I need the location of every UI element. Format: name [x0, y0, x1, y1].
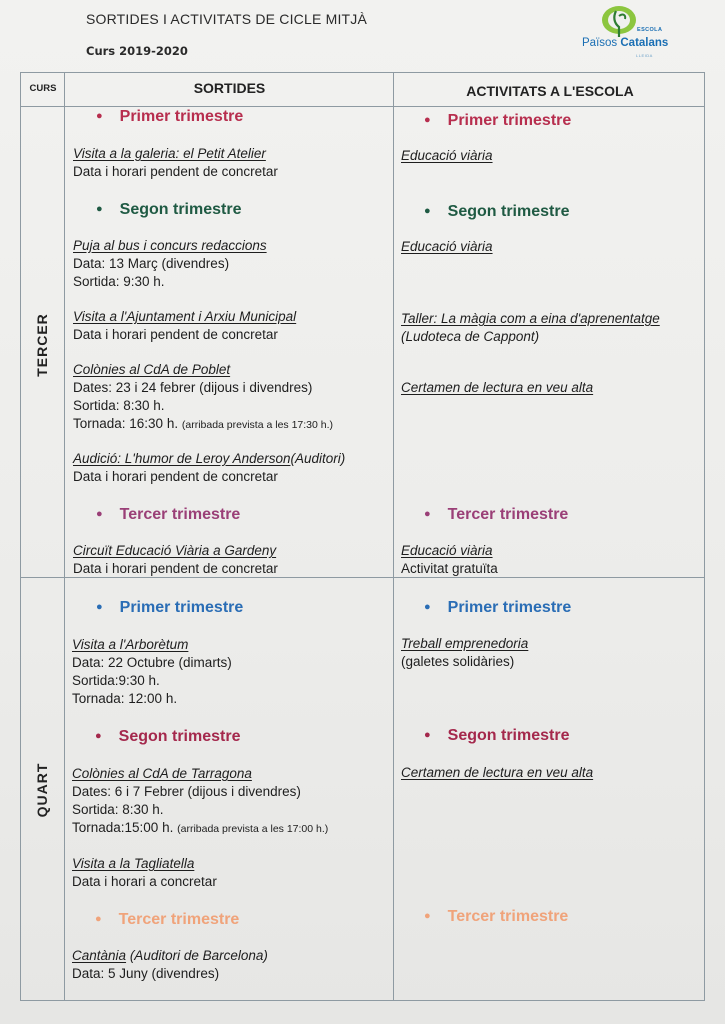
entry-detail: Data: 13 Març (divendres): [73, 256, 230, 271]
entry-detail: (galetes solidàries): [401, 654, 515, 669]
entry-title: Educació viària: [401, 239, 493, 254]
quart-sortides-segon-trimestre: [95, 728, 240, 746]
entry-detail: Dates: 23 i 24 febrer (dijous i divendres): [73, 380, 313, 395]
table-border-top: [20, 72, 705, 73]
tercer-activitat-educacio-viaria-1: [401, 147, 493, 165]
entry-detail-row: [73, 415, 333, 434]
quart-sortida-arboretum: [72, 636, 232, 708]
bullet-icon: ●: [95, 913, 102, 925]
entry-title: Educació viària: [401, 543, 493, 558]
bullet-icon: ●: [424, 729, 431, 741]
tercer-sortida-gardeny: [73, 542, 278, 578]
entry-detail-row: [72, 819, 328, 838]
tercer-activitats-segon-trimestre: [424, 203, 569, 221]
term-label: Tercer trimestre: [447, 506, 569, 523]
entry-title-extra: (Auditori): [290, 451, 346, 466]
entry-detail: Tornada: 16:30 h.: [73, 416, 179, 431]
term-label: Segon trimestre: [447, 203, 570, 220]
term-label: Tercer trimestre: [119, 506, 241, 523]
table-border-bottom: [20, 1000, 705, 1001]
entry-detail: Data: 22 Octubre (dimarts): [72, 655, 232, 670]
entry-detail: Data i horari pendent de concretar: [73, 327, 278, 342]
entry-detail: Tornada:15:00 h.: [72, 820, 174, 835]
bullet-icon: ●: [95, 730, 102, 742]
row-label-quart: QUART: [34, 762, 50, 818]
entry-title: Visita a la Tagliatella: [72, 856, 195, 871]
bullet-icon: ●: [424, 508, 431, 520]
entry-note: (arribada prevista a les 17:30 h.): [181, 419, 334, 431]
term-label: Primer trimestre: [447, 599, 572, 616]
quart-sortida-tagliatella: [72, 855, 217, 891]
entry-title: Taller: La màgia com a eina d'aprenentatge: [401, 311, 660, 326]
bullet-icon: ●: [424, 601, 431, 613]
entry-detail: Sortida:9:30 h.: [72, 673, 160, 688]
entry-detail: Dates: 6 i 7 Febrer (dijous i divendres): [72, 784, 301, 799]
entry-title: Visita a l'Arborètum: [72, 637, 189, 652]
entry-note: (arribada prevista a les 17:00 h.): [177, 823, 329, 835]
entry-detail: Data i horari pendent de concretar: [73, 469, 278, 484]
quart-activitat-certamen-lectura: [401, 764, 593, 782]
entry-title: Visita a la galeria: el Petit Atelier: [73, 146, 266, 161]
logo-name-line1: Països: [582, 37, 618, 49]
tercer-sortida-ajuntament: [73, 308, 296, 344]
tercer-activitat-educacio-viaria-3: [401, 542, 498, 578]
tercer-sortides-tercer-trimestre: [96, 506, 240, 524]
entry-title: Visita a l'Ajuntament i Arxiu Municipal: [73, 309, 297, 324]
entry-title: Certamen de lectura en veu alta: [401, 380, 594, 395]
entry-title: Treball emprenedoria: [401, 636, 529, 651]
entry-title: Certamen de lectura en veu alta: [401, 765, 594, 780]
entry-detail: Data i horari pendent de concretar: [73, 561, 278, 576]
bullet-icon: ●: [424, 114, 431, 126]
header-sortides: SORTIDES: [193, 80, 266, 96]
header-curs: CURS: [29, 83, 57, 94]
entry-detail: Tornada: 12:00 h.: [72, 691, 178, 706]
tercer-activitat-taller-magia: [401, 310, 660, 346]
col-divider-curs: [64, 72, 65, 1001]
entry-title: Colònies al CdA de Poblet: [73, 362, 231, 377]
entry-detail: Sortida: 8:30 h.: [72, 802, 164, 817]
bullet-icon: ●: [96, 601, 103, 613]
entry-title: Puja al bus i concurs redaccions: [73, 238, 267, 253]
term-label: Segon trimestre: [447, 727, 570, 744]
tercer-sortida-audicio: [73, 450, 345, 486]
tercer-sortida-colonies-poblet: [73, 361, 333, 434]
document-title: SORTIDES I ACTIVITATS DE CICLE MITJÀ: [86, 11, 368, 27]
row-label-tercer: TERCER: [34, 313, 50, 377]
tercer-activitat-certamen-lectura: [401, 379, 593, 397]
logo-escola-text: ESCOLA: [637, 27, 663, 33]
bullet-icon: ●: [96, 508, 103, 520]
header-divider: [20, 106, 705, 107]
bullet-icon: ●: [96, 110, 103, 122]
tercer-activitats-primer-trimestre: [424, 112, 571, 130]
term-label: Tercer trimestre: [447, 908, 569, 925]
logo-name: [582, 37, 668, 49]
course-year: Curs 2019-2020: [86, 44, 188, 58]
quart-activitats-segon-trimestre: [424, 727, 569, 745]
tercer-sortides-segon-trimestre: [96, 201, 241, 219]
tercer-activitat-educacio-viaria-2: [401, 238, 493, 256]
tercer-sortida-petit-atelier: [73, 145, 278, 181]
quart-activitats-primer-trimestre: [424, 599, 571, 617]
table-border-right: [704, 72, 705, 1001]
col-divider-activitats: [393, 72, 394, 1001]
entry-detail: Sortida: 8:30 h.: [73, 398, 165, 413]
tercer-activitats-tercer-trimestre: [424, 506, 568, 524]
header-activitats: ACTIVITATS A L'ESCOLA: [466, 83, 634, 99]
term-label: Segon trimestre: [119, 201, 242, 218]
bullet-icon: ●: [96, 203, 103, 215]
entry-title-extra: (Auditori de Barcelona): [129, 948, 268, 963]
entry-title: Educació viària: [401, 148, 493, 163]
tree-logo-icon: [580, 3, 680, 63]
quart-activitat-emprenedoria: [401, 635, 528, 671]
quart-sortida-colonies-tarragona: [72, 765, 328, 838]
entry-detail: (Ludoteca de Cappont): [401, 329, 540, 344]
entry-detail: Sortida: 9:30 h.: [73, 274, 165, 289]
term-label: Primer trimestre: [119, 599, 244, 616]
logo-name-line2: Catalans: [620, 37, 669, 49]
entry-title-row: [72, 947, 268, 965]
table-border-left: [20, 72, 21, 1001]
entry-title: Audició: L'humor de Leroy Anderson: [73, 451, 291, 466]
term-label: Segon trimestre: [118, 728, 241, 745]
quart-activitats-tercer-trimestre: [424, 908, 568, 926]
entry-title: Colònies al CdA de Tarragona: [72, 766, 252, 781]
entry-title-row: [73, 450, 345, 468]
entry-detail: Data i horari a concretar: [72, 874, 217, 889]
quart-sortida-cantania: [72, 947, 268, 983]
bullet-icon: ●: [424, 205, 431, 217]
entry-detail: Data i horari pendent de concretar: [73, 164, 278, 179]
tercer-sortida-puja-al-bus: [73, 237, 267, 291]
entry-detail: Data: 5 Juny (divendres): [72, 966, 220, 981]
quart-sortides-primer-trimestre: [96, 599, 243, 617]
tercer-sortides-primer-trimestre: [96, 108, 243, 126]
bullet-icon: ●: [424, 910, 431, 922]
entry-title: Circuït Educació Viària a Gardeny: [73, 543, 277, 558]
entry-title: Cantània: [72, 948, 127, 963]
term-label: Tercer trimestre: [118, 911, 240, 928]
logo-city: LLEIDA: [636, 53, 653, 58]
term-label: Primer trimestre: [447, 112, 572, 129]
entry-detail: Activitat gratuïta: [401, 561, 498, 576]
quart-sortides-tercer-trimestre: [95, 911, 239, 929]
term-label: Primer trimestre: [119, 108, 244, 125]
